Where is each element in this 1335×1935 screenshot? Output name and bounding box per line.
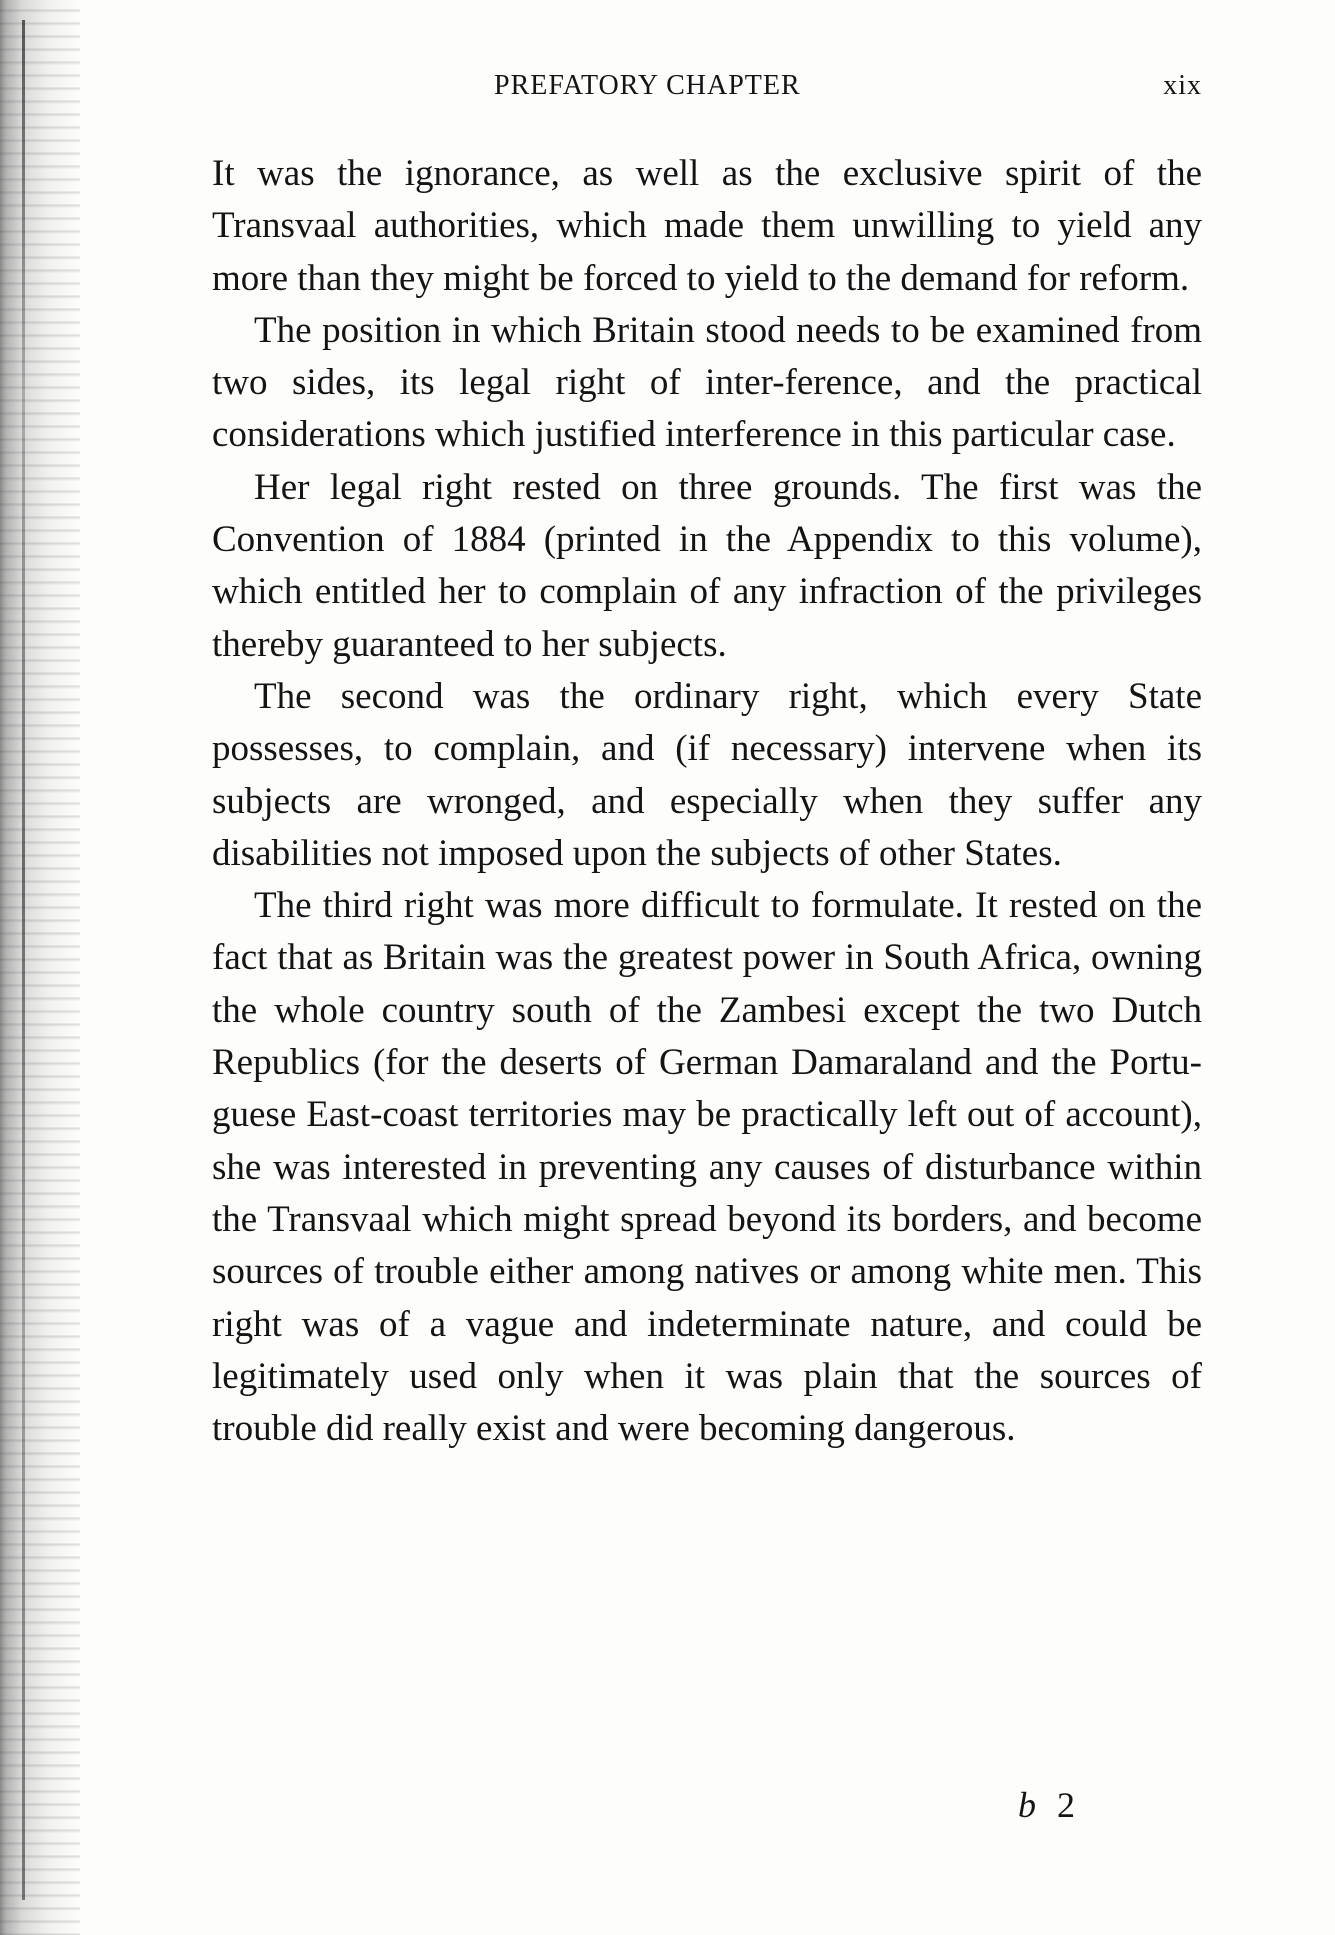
binding-shadow-line bbox=[22, 20, 25, 1900]
body-text bbox=[212, 148, 1202, 1455]
paragraph-legal-right: Her legal right rested on three grounds. The first was the Convention of 1884 (printed in the Appendix to this volume), which entitled her to complain of any infraction of the privileges thereby guaranteed to her subjects. bbox=[212, 466, 1202, 665]
paragraph-ignorance: It was the ignorance, as well as the exclusive spirit of the Transvaal authorities, which made them unwilling to yield any more than they might be forced to yield to the demand for reform. bbox=[212, 153, 1202, 299]
page-header bbox=[212, 70, 1202, 114]
paragraph-third-right: The third right was more difficult to formulate. It rested on the fact that as Britain was the greatest power in South Africa, owning the whole country south of the Zambesi except the two Dutch Republics (for the deserts of German Damaraland and the Portu-guese East-coast territories may be practically left out of account), she was interested in preventing any causes of disturbance within the Transvaal which might spread beyond its borders, and become sources of trouble either among natives or among white men. This right was of a vague and indeterminate nature, and could be legitimately used only when it was plain that the sources of trouble did really exist and were becoming dangerous. bbox=[212, 885, 1202, 1450]
scanned-gutter-edge bbox=[0, 0, 80, 1935]
page-number: xix bbox=[1163, 70, 1202, 101]
signature-mark bbox=[1018, 1784, 1081, 1826]
running-head: PREFATORY CHAPTER bbox=[494, 70, 801, 101]
signature-letter: b bbox=[1018, 1785, 1042, 1825]
signature-number: 2 bbox=[1057, 1785, 1081, 1825]
paragraph-second-right: The second was the ordinary right, which every State possesses, to complain, and (if necessary) intervene when its subjects are wronged, and especially when they suffer any disabilities not imposed upon the subjects of other States. bbox=[212, 675, 1202, 874]
paragraph-position: The position in which Britain stood needs to be examined from two sides, its legal right of inter-ference, and the practical considerations which justified interference in this particular case. bbox=[212, 309, 1202, 456]
